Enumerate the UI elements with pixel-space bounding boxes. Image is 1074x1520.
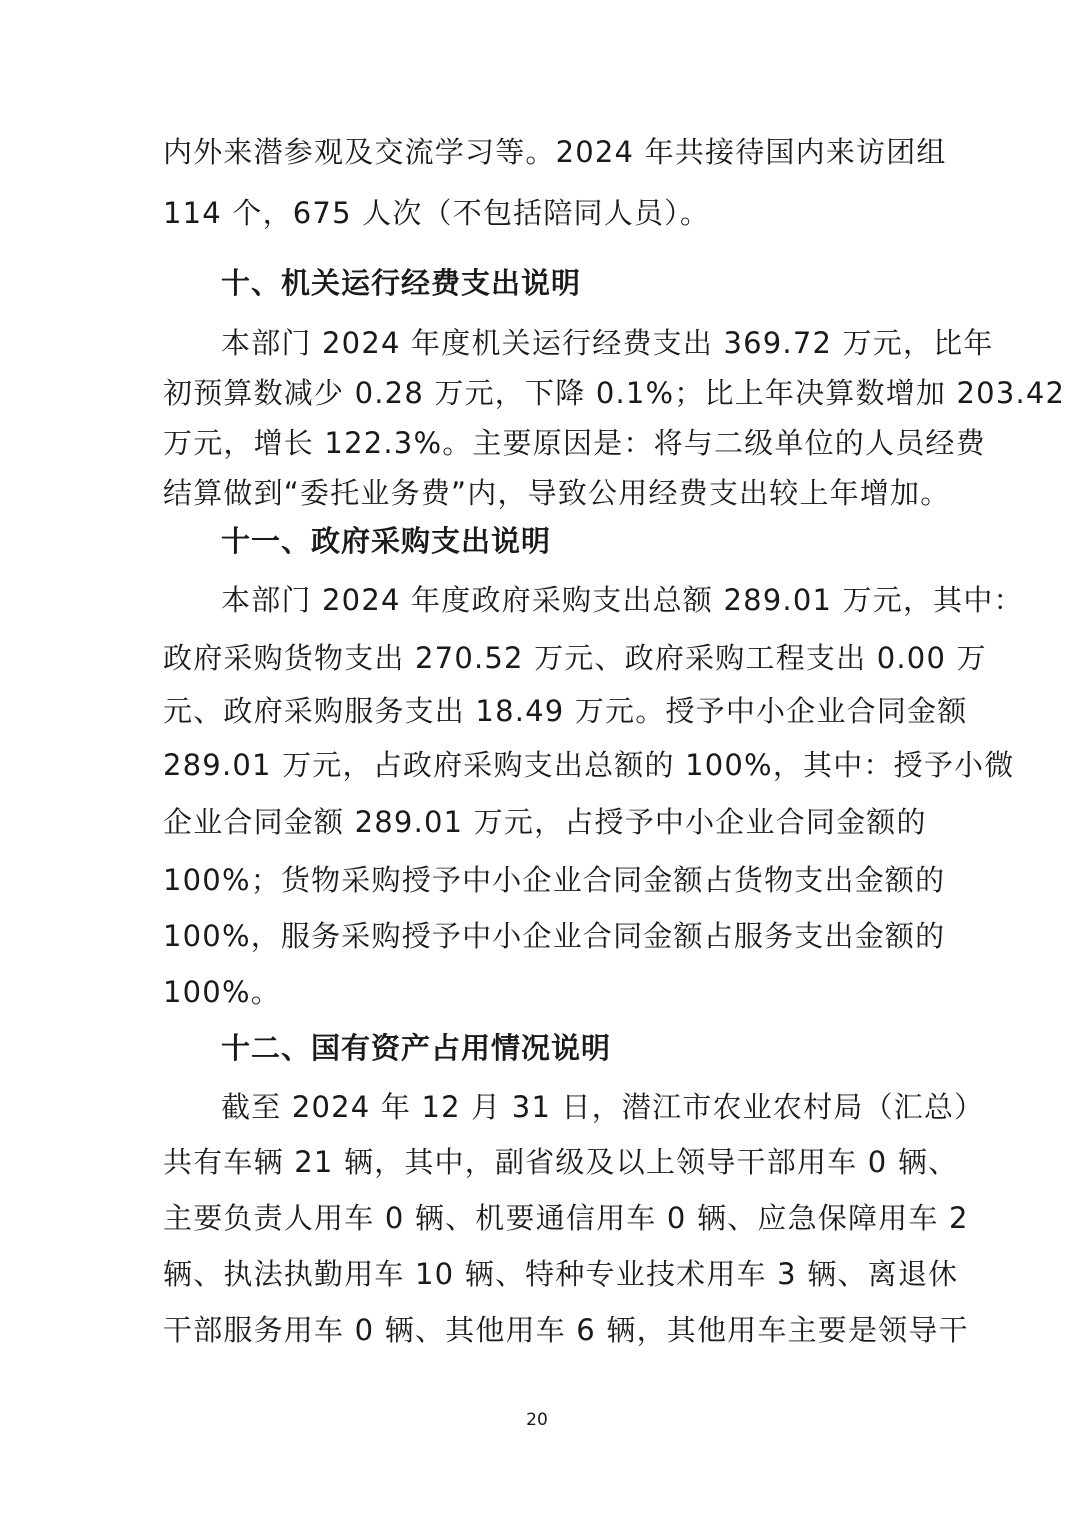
body-text-line: 辆、执法执勤用车 10 辆、特种专业技术用车 3 辆、离退休	[163, 1257, 959, 1291]
body-text-line: 289.01 万元，占政府采购支出总额的 100%，其中：授予小微	[163, 748, 1015, 782]
body-text-line: 主要负责人用车 0 辆、机要通信用车 0 辆、应急保障用车 2	[163, 1201, 969, 1235]
body-text-line: 初预算数减少 0.28 万元，下降 0.1%；比上年决算数增加 203.42	[163, 376, 1066, 410]
body-text-line: 100%，服务采购授予中小企业合同金额占服务支出金额的	[163, 919, 946, 953]
body-text-line: 干部服务用车 0 辆、其他用车 6 辆，其他用车主要是领导干	[163, 1313, 969, 1347]
body-text-line: 政府采购货物支出 270.52 万元、政府采购工程支出 0.00 万	[163, 641, 987, 675]
body-text-line: 企业合同金额 289.01 万元，占授予中小企业合同金额的	[163, 805, 927, 839]
body-text-line: 结算做到“委托业务费”内，导致公用经费支出较上年增加。	[163, 476, 951, 510]
body-text-line: 114 个，675 人次（不包括陪同人员）。	[163, 196, 711, 230]
body-text-line: 共有车辆 21 辆，其中，副省级及以上领导干部用车 0 辆、	[163, 1145, 959, 1179]
section-heading-12: 十二、国有资产占用情况说明	[221, 1031, 612, 1065]
body-text-line: 本部门 2024 年度政府采购支出总额 289.01 万元，其中：	[221, 583, 1024, 617]
body-text-line: 内外来潜参观及交流学习等。2024 年共接待国内来访团组	[163, 135, 947, 169]
page-number: 20	[526, 1410, 548, 1430]
body-text-line: 元、政府采购服务支出 18.49 万元。授予中小企业合同金额	[163, 694, 968, 728]
body-text-line: 截至 2024 年 12 月 31 日，潜江市农业农村局（汇总）	[221, 1090, 985, 1124]
body-text-line: 100%。	[163, 975, 281, 1009]
body-text-line: 100%；货物采购授予中小企业合同金额占货物支出金额的	[163, 863, 946, 897]
body-text-line: 万元，增长 122.3%。主要原因是：将与二级单位的人员经费	[163, 426, 986, 460]
section-heading-10: 十、机关运行经费支出说明	[221, 266, 582, 300]
section-heading-11: 十一、政府采购支出说明	[221, 524, 552, 558]
body-text-line: 本部门 2024 年度机关运行经费支出 369.72 万元，比年	[221, 326, 994, 360]
